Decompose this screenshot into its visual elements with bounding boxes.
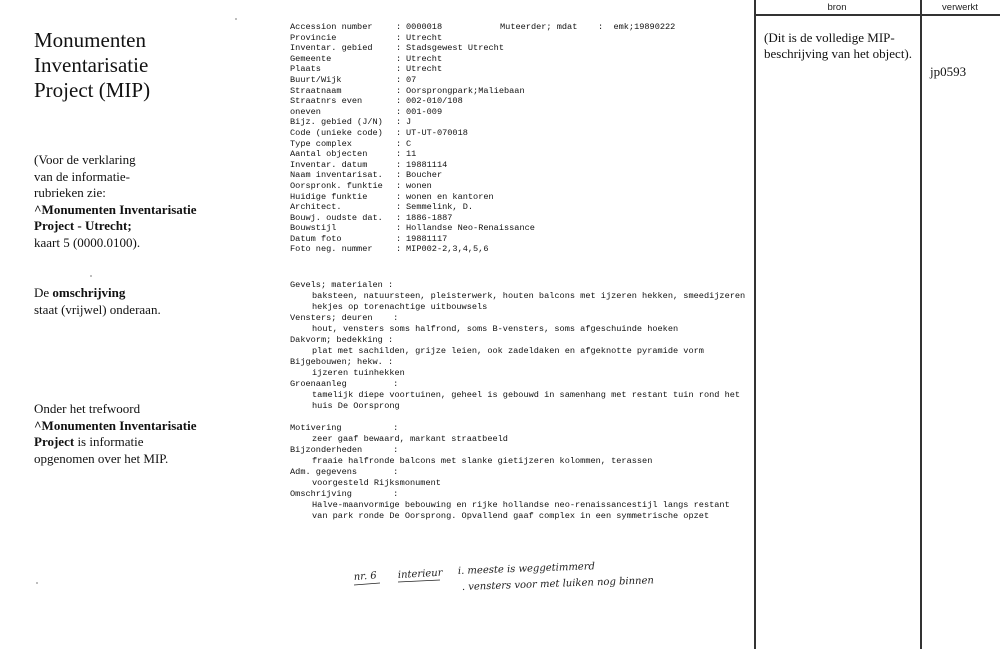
record-separator: :	[396, 233, 402, 244]
handwriting-line: . vensters voor met luiken nog binnen	[461, 575, 655, 593]
record-key: Architect.	[290, 202, 342, 213]
note-line: staat (vrijwel) onderaan.	[34, 301, 161, 317]
record-row	[290, 33, 745, 44]
record-key: Accession number	[290, 22, 373, 32]
record-row	[290, 160, 745, 171]
section-heading: Vensters; deuren :	[290, 313, 399, 323]
record-value: 001-009	[406, 106, 443, 117]
record-row	[290, 117, 745, 128]
record-key: Straatnrs even	[290, 96, 363, 107]
record-row	[290, 107, 745, 118]
record-separator: :	[396, 53, 402, 64]
record-key: Bouwj. oudste dat.	[290, 212, 383, 223]
muteerder-line: Muteerder; mdat : emk;19890222	[500, 22, 676, 32]
record-row	[290, 192, 745, 203]
note-bold: omschrijving	[52, 285, 126, 300]
record-separator: :	[396, 212, 402, 223]
handwriting-part: interieur	[397, 567, 443, 581]
record-row	[290, 149, 745, 160]
note-line: Onder het trefwoord	[34, 401, 141, 416]
record-separator: :	[396, 244, 402, 255]
scan-speck	[235, 18, 237, 20]
section-text: ijzeren tuinhekken	[312, 368, 405, 378]
record-separator: :	[396, 43, 402, 54]
record-row	[290, 96, 745, 107]
record-row	[290, 181, 745, 192]
section-gap	[290, 412, 750, 423]
note-text: De	[34, 285, 53, 300]
section-heading: Dakvorm; bedekking :	[290, 335, 394, 345]
record-key: Provincie	[290, 32, 337, 43]
section-heading: Bijgebouwen; hekw. :	[290, 357, 394, 367]
record-separator: :	[396, 106, 402, 117]
record-separator: :	[396, 191, 402, 202]
scan-speck	[90, 275, 92, 277]
record-value: Utrecht	[406, 64, 443, 75]
record-separator: :	[396, 127, 402, 138]
record-key: Bijz. gebied (J/N)	[290, 117, 383, 128]
record-separator: :	[396, 64, 402, 75]
record-value: 002-010/108	[406, 96, 463, 107]
record-key: Gemeente	[290, 53, 332, 64]
record-value: 19881117	[406, 233, 448, 244]
record-key: Oorspronk. funktie	[290, 180, 383, 191]
record-key: Datum foto	[290, 233, 342, 244]
note-text: is informatie	[74, 434, 144, 449]
record-value: 0000018	[406, 22, 443, 32]
record-key: Inventar. datum	[290, 159, 368, 170]
record-key: Bouwstijl	[290, 223, 337, 234]
mip-title-line: Project (MIP)	[34, 78, 151, 102]
record-key: Foto neg. nummer	[290, 244, 373, 255]
record-separator: :	[396, 149, 402, 160]
note-line: rubrieken zie:	[34, 185, 106, 200]
record-key: Buurt/Wijk	[290, 74, 342, 85]
record-row	[290, 43, 745, 54]
record-row	[290, 128, 745, 139]
scan-speck	[36, 582, 38, 584]
record-row	[290, 54, 745, 65]
record-row	[290, 244, 745, 255]
note-bold: Project - Utrecht;	[34, 218, 132, 233]
source-table	[754, 0, 1000, 649]
trefwoord-note	[34, 401, 264, 467]
record-row	[290, 75, 745, 86]
table-header-rule	[754, 14, 1000, 16]
record-separator: :	[396, 96, 402, 107]
verwerkt-header: verwerkt	[942, 2, 978, 13]
note-bold: ^Monumenten Inventarisatie	[34, 417, 197, 433]
record-value: Hollandse Neo-Renaissance	[406, 223, 535, 234]
record-key: Code (unieke code)	[290, 127, 383, 138]
record-row	[290, 139, 745, 150]
record-row	[290, 86, 745, 97]
note-line: opgenomen over het MIP.	[34, 450, 169, 466]
record-value: MIP002-2,3,4,5,6	[406, 244, 489, 255]
mip-title-line: Monumenten	[34, 28, 146, 52]
handwriting-underline	[354, 583, 380, 585]
handwritten-note	[350, 560, 710, 600]
record-row	[290, 64, 745, 75]
record-value: Utrecht	[406, 53, 443, 64]
table-border	[754, 0, 756, 649]
note-line: van de informatie-	[34, 168, 131, 184]
record-key: Straatnaam	[290, 85, 342, 96]
record-key: Aantal objecten	[290, 149, 368, 160]
left-column	[34, 28, 264, 466]
record-separator: :	[396, 170, 402, 181]
record-value: 19881114	[406, 159, 448, 170]
section-heading: Adm. gegevens :	[290, 467, 399, 477]
record-value: Boucher	[406, 170, 443, 181]
record-value: wonen en kantoren	[406, 191, 494, 202]
record-key: Huidige funktie	[290, 191, 368, 202]
record-key: oneven	[290, 106, 321, 117]
section-heading: Omschrijving :	[290, 489, 399, 499]
record-key: Inventar. gebied	[290, 43, 373, 54]
record-row	[290, 213, 745, 224]
record-separator: :	[396, 74, 402, 85]
record-key: Type complex	[290, 138, 352, 149]
handwriting-part: nr. 6	[353, 570, 377, 583]
record-value: J	[406, 117, 412, 128]
record-value: 1886-1887	[406, 212, 453, 223]
mip-title	[34, 28, 264, 103]
section-heading: Motivering :	[290, 423, 399, 433]
section-heading: Gevels; materialen :	[290, 280, 394, 290]
mip-title-line: Inventarisatie	[34, 53, 149, 77]
note-bold: ^Monumenten Inventarisatie	[34, 201, 197, 217]
note-line: (Voor de verklaring	[34, 152, 136, 167]
section-text: tamelijk diepe voortuinen, geheel is gebouwd in samenhang met restant tuin rond het huis De Oorsprong	[312, 390, 741, 411]
record-fields	[290, 22, 745, 255]
omschrijving-note	[34, 285, 264, 318]
verklaring-note	[34, 152, 264, 251]
section-text: plat met sachilden, grijze leien, ook zadeldaken en afgeknotte pyramide vorm	[312, 346, 704, 356]
note-line: kaart 5 (0000.0100).	[34, 234, 141, 250]
record-separator: :	[396, 202, 402, 213]
record-separator: :	[396, 117, 402, 128]
section-text: hout, vensters soms halfrond, soms B-vensters, soms afgeschuinde hoeken	[312, 324, 679, 334]
verwerkt-cell: jp0593	[930, 64, 967, 79]
section-text: Halve-maanvormige bebouwing en rijke hollandse neo-renaissancestijl langs restant van park ronde De Oorsprong. Opvallend gaaf complex in een symmetrische opzet	[312, 500, 730, 521]
section-heading: Groenaanleg :	[290, 379, 399, 389]
section-text: voorgesteld Rijksmonument	[312, 478, 441, 488]
record-value: UT-UT-070018	[406, 127, 468, 138]
record-value: C	[406, 138, 412, 149]
record-value: Utrecht	[406, 32, 443, 43]
record-value: Stadsgewest Utrecht	[406, 43, 504, 54]
record-key: Naam inventarisat.	[290, 170, 383, 181]
record-row	[290, 223, 745, 234]
record-value: 07	[406, 74, 417, 85]
record-description	[290, 280, 750, 522]
table-divider	[920, 0, 922, 649]
section-text: zeer gaaf bewaard, markant straatbeeld	[312, 434, 508, 444]
record-separator: :	[396, 32, 402, 43]
record-separator: :	[396, 159, 402, 170]
record-value: Oorsprongpark;Maliebaan	[406, 85, 525, 96]
handwriting-line: i. meeste is weggetimmerd	[457, 561, 596, 577]
bron-cell: (Dit is de volledige MIP-beschrijving van het object).	[764, 30, 913, 61]
section-text: baksteen, natuursteen, pleisterwerk, houten balcons met ijzeren hekken, smeedijzeren hekjes op torenachtige uitbouwsels	[312, 291, 746, 312]
note-bold: Project	[34, 434, 75, 449]
section-heading: Bijzonderheden :	[290, 445, 399, 455]
record-separator: :	[396, 180, 402, 191]
record-value: 11	[406, 149, 417, 160]
record-separator: :	[396, 85, 402, 96]
section-text: fraaie halfronde balcons met slanke gietijzeren kolommen, terassen	[312, 456, 653, 466]
record-separator: :	[396, 223, 402, 234]
record-row	[290, 234, 745, 245]
record-row	[290, 170, 745, 181]
record-separator: :	[396, 138, 402, 149]
record-value: wonen	[406, 180, 432, 191]
record-key: Plaats	[290, 64, 321, 75]
record-row	[290, 202, 745, 213]
record-separator: :	[396, 22, 402, 32]
bron-header: bron	[827, 2, 847, 13]
record-value: Semmelink, D.	[406, 202, 474, 213]
